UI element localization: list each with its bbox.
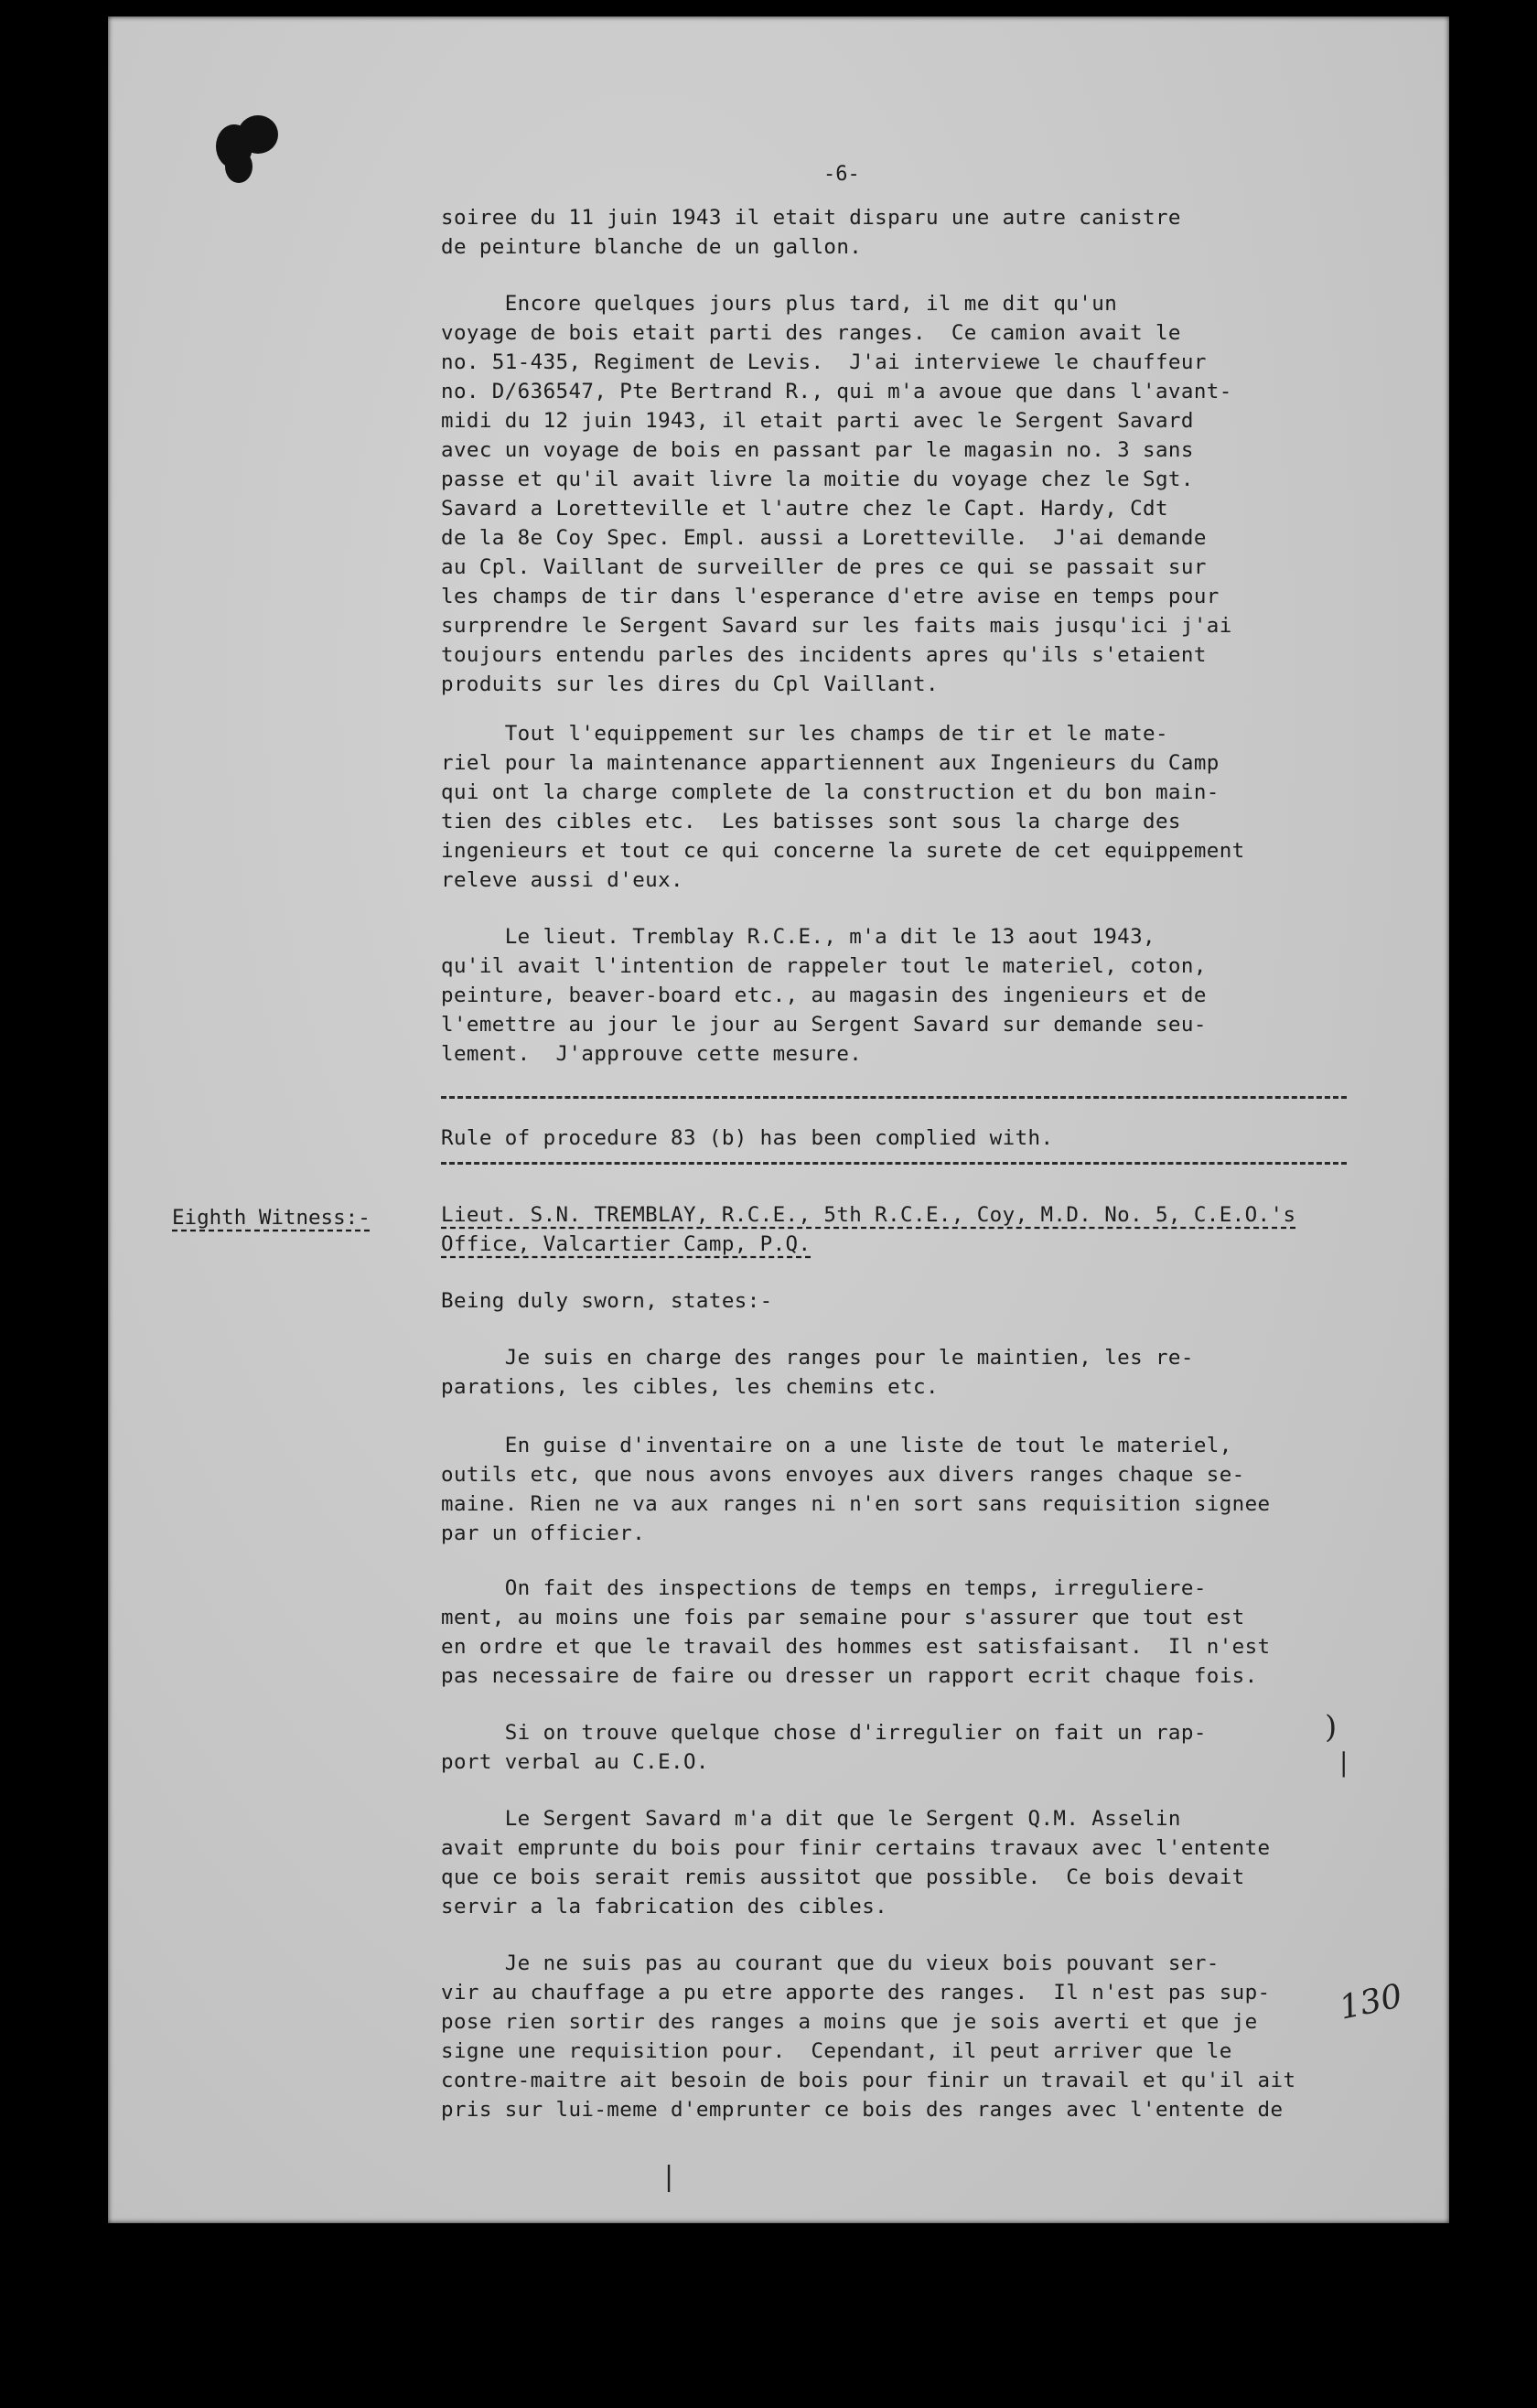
text-line: pris sur lui-meme d'emprunter ce bois des ranges avec l'entente de [441,2098,1284,2122]
document-page [108,16,1449,2223]
text-line: avait emprunte du bois pour finir certains travaux avec l'entente [441,1836,1271,1860]
text-line: Rule of procedure 83 (b) has been complied with. [441,1126,1054,1150]
testimony-paragraph [441,1431,1338,1548]
paragraph [441,922,1338,1069]
paragraph [441,203,1338,262]
text-line: qui ont la charge complete de la construction et du bon main- [441,780,1220,804]
text-line: maine. Rien ne va aux ranges ni n'en sort sans requisition signee [441,1492,1271,1516]
witness-header [441,1200,1356,1259]
text-line: releve aussi d'eux. [441,868,683,892]
testimony-paragraph [441,1718,1338,1777]
ink-blot [225,150,253,183]
dashed-separator [441,1096,1347,1099]
testimony-paragraph [441,1949,1338,2124]
text-line: produits sur les dires du Cpl Vaillant. [441,672,939,696]
ink-blot [238,115,278,154]
margin-tick-mark: ) [1325,1709,1338,1746]
text-line: port verbal au C.E.O. [441,1750,709,1774]
text-line: Si on trouve quelque chose d'irregulier on fait un rap- [441,1721,1207,1745]
text-line: Le Sergent Savard m'a dit que le Sergent Q.M. Asselin [441,1807,1181,1831]
text-line: contre-maitre ait besoin de bois pour finir un travail et qu'il ait [441,2069,1296,2092]
text-line: avec un voyage de bois en passant par le magasin no. 3 sans [441,438,1194,462]
text-line: Je suis en charge des ranges pour le maintien, les re- [441,1346,1194,1370]
text-line: Le lieut. Tremblay R.C.E., m'a dit le 13 aout 1943, [441,925,1155,949]
paragraph [441,289,1338,699]
page-number: -6- [823,163,860,186]
text-line: tien des cibles etc. Les batisses sont sous la charge des [441,810,1181,833]
text-line: ment, au moins une fois par semaine pour s'assurer que tout est [441,1606,1245,1629]
text-line: vir au chauffage a pu etre apporte des ranges. Il n'est pas sup- [441,1981,1271,2005]
text-line: servir a la fabrication des cibles. [441,1895,888,1919]
text-line: Tout l'equippement sur les champs de tir et le mate- [441,722,1168,746]
text-line: peinture, beaver-board etc., au magasin des ingenieurs et de [441,984,1207,1007]
handwritten-annotation: 130 [1336,1977,1406,2027]
paragraph [441,719,1338,895]
text-line: pas necessaire de faire ou dresser un rapport ecrit chaque fois. [441,1664,1258,1688]
text-line: au Cpl. Vaillant de surveiller de pres ce qui se passait sur [441,555,1207,579]
text-line: de peinture blanche de un gallon. [441,235,863,259]
text-line: Savard a Loretteville et l'autre chez le Capt. Hardy, Cdt [441,497,1168,521]
witness-label: Eighth Witness:- [172,1206,371,1230]
text-line: passe et qu'il avait livre la moitie du voyage chez le Sgt. [441,468,1194,491]
text-line: pose rien sortir des ranges a moins que je sois averti et que je [441,2010,1258,2034]
margin-tick-mark: | [1339,1747,1349,1778]
text-line: voyage de bois etait parti des ranges. Ce camion avait le [441,321,1181,345]
text-line: Office, Valcartier Camp, P.Q. [441,1232,811,1256]
text-line: midi du 12 juin 1943, il etait parti avec le Sergent Savard [441,409,1194,433]
text-line: no. 51-435, Regiment de Levis. J'ai interviewe le chauffeur [441,350,1207,374]
text-line: riel pour la maintenance appartiennent aux Ingenieurs du Camp [441,751,1220,775]
text-line: no. D/636547, Pte Bertrand R., qui m'a avoue que dans l'avant- [441,380,1232,403]
text-line: les champs de tir dans l'esperance d'etre avise en temps pour [441,585,1220,608]
text-line: Lieut. S.N. TREMBLAY, R.C.E., 5th R.C.E., Coy, M.D. No. 5, C.E.O.'s [441,1203,1296,1227]
text-line: qu'il avait l'intention de rappeler tout le materiel, coton, [441,954,1207,978]
text-line: Je ne suis pas au courant que du vieux bois pouvant ser- [441,1951,1220,1975]
text-line: l'emettre au jour le jour au Sergent Savard sur demande seu- [441,1013,1207,1037]
text-line: lement. J'approuve cette mesure. [441,1042,863,1066]
testimony-paragraph [441,1343,1338,1402]
text-line: toujours entendu parles des incidents apres qu'ils s'etaient [441,643,1207,667]
text-line: ingenieurs et tout ce qui concerne la surete de cet equippement [441,839,1245,863]
sworn-statement [441,1286,1338,1316]
text-line: surprendre le Sergent Savard sur les faits mais jusqu'ici j'ai [441,614,1232,638]
dashed-separator [441,1162,1347,1165]
text-line: Encore quelques jours plus tard, il me dit qu'un [441,292,1118,316]
text-line: outils etc, que nous avons envoyes aux divers ranges chaque se- [441,1463,1245,1487]
text-line: en ordre et que le travail des hommes est satisfaisant. Il n'est [441,1635,1271,1659]
procedure-note [441,1123,1338,1153]
margin-tick-mark: | [664,2161,674,2193]
text-line: signe une requisition pour. Cependant, il peut arriver que le [441,2039,1232,2063]
text-line: parations, les cibles, les chemins etc. [441,1375,939,1399]
text-line: soiree du 11 juin 1943 il etait disparu une autre canistre [441,206,1181,230]
text-line: par un officier. [441,1521,646,1545]
text-line: que ce bois serait remis aussitot que possible. Ce bois devait [441,1865,1245,1889]
text-line: Being duly sworn, states:- [441,1289,773,1313]
text-line: En guise d'inventaire on a une liste de tout le materiel, [441,1434,1232,1457]
testimony-paragraph [441,1804,1338,1921]
text-line: de la 8e Coy Spec. Empl. aussi a Loretteville. J'ai demande [441,526,1207,550]
testimony-paragraph [441,1574,1338,1691]
text-line: On fait des inspections de temps en temps, irreguliere- [441,1576,1207,1600]
